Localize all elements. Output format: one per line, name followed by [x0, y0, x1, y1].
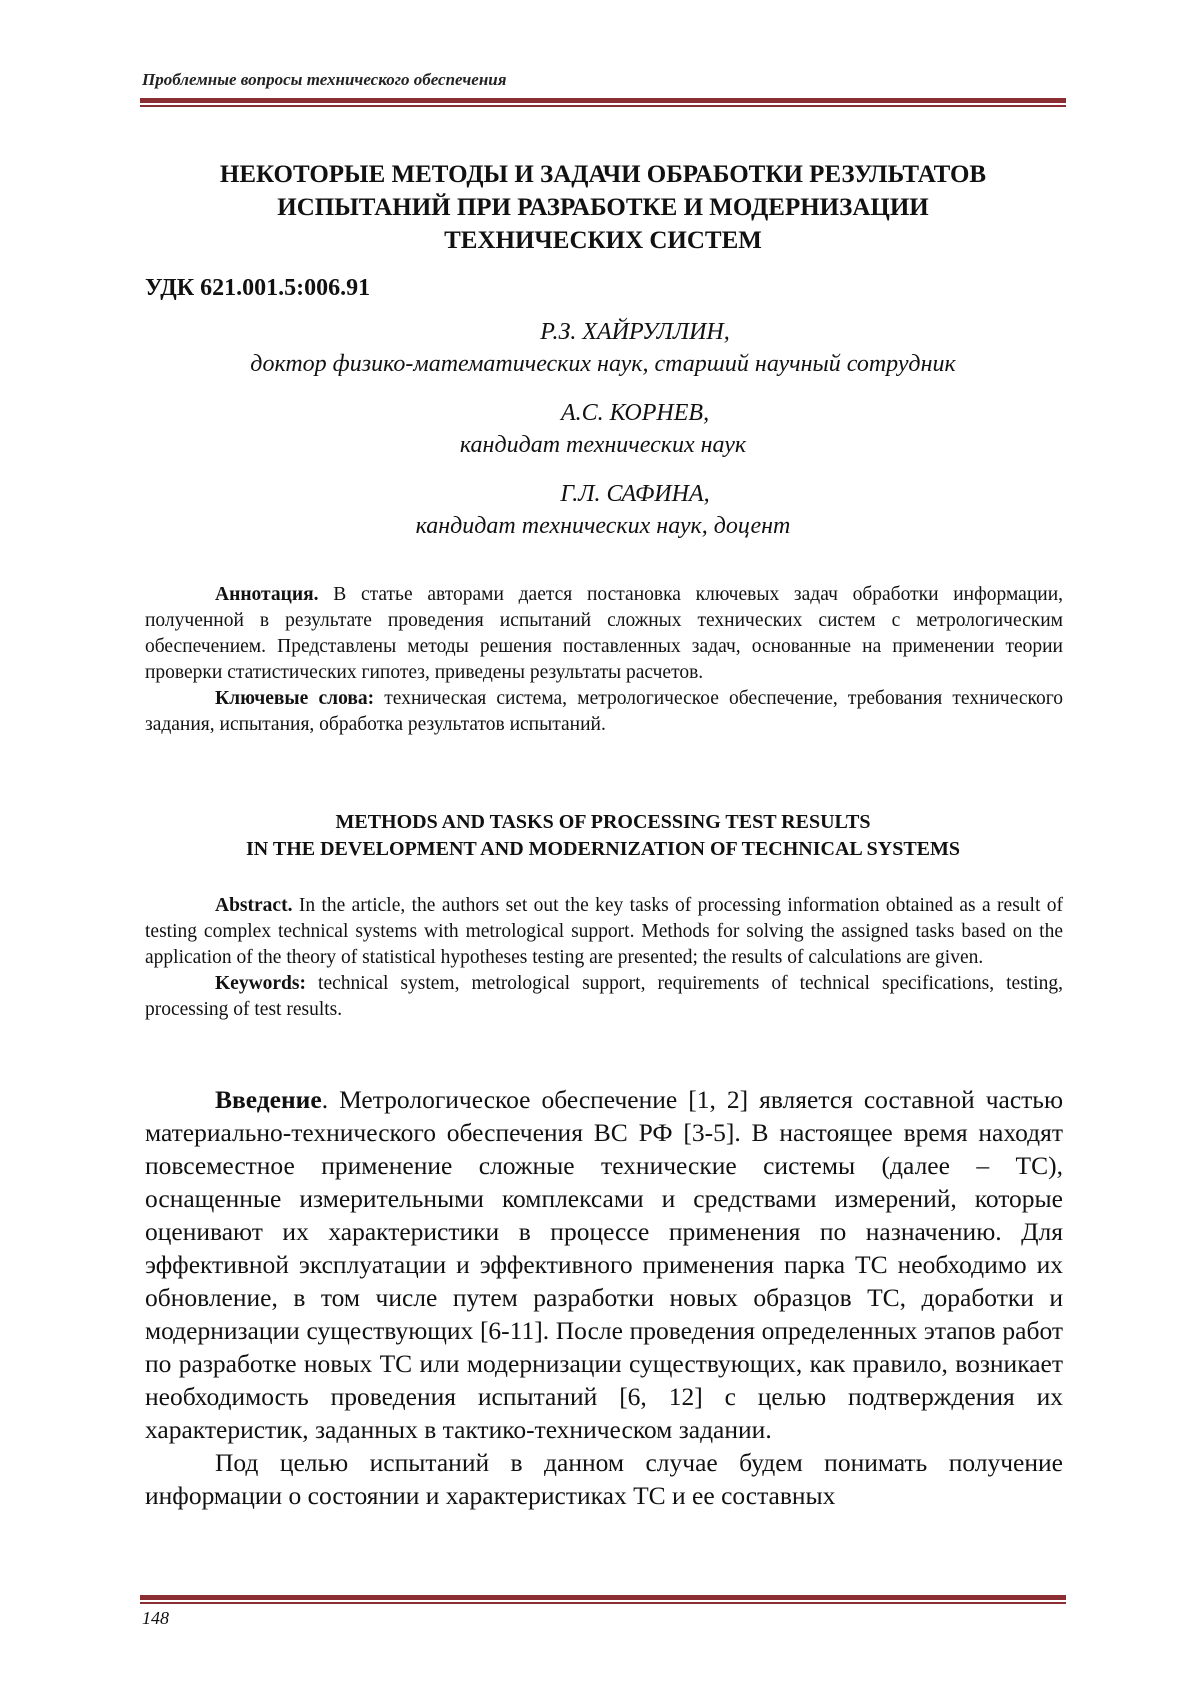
annotation-paragraph: [145, 582, 1063, 686]
keywords-en-text: technical system, metrological support, requirements of technical specifications, testing, processing of test results.: [145, 973, 1063, 1020]
abstract-label: Abstract.: [215, 895, 293, 916]
author-block: [140, 478, 1066, 542]
running-head: Проблемные вопросы технического обеспечения: [142, 70, 507, 89]
authors: [140, 316, 1066, 559]
header-rule: [140, 98, 1066, 107]
title-line: НЕКОТОРЫЕ МЕТОДЫ И ЗАДАЧИ ОБРАБОТКИ РЕЗУЛЬТАТОВ: [219, 161, 987, 188]
annotation-text: В статье авторами дается постановка ключевых задач обработки информации, полученной в результате проведения испытаний сложных технических систем с метрологическим обеспечением. Представлены методы решения поставленных задач, основанные на применении теории проверки статистических гипотез, приведены результаты расчетов.: [145, 584, 1063, 683]
keywords-ru-text: техническая система, метрологическое обеспечение, требования технического задания, испытания, обработка результатов испытаний.: [145, 688, 1063, 735]
body-text: [145, 1083, 1063, 1512]
keywords-ru-label: Ключевые слова:: [215, 688, 375, 709]
abstract-text: In the article, the authors set out the key tasks of processing information obtained as a result of testing complex technical systems with metrological support. Methods for solving the assigned tasks based on the application of the theory of statistical hypotheses testing are presented; the results of calculations are given.: [145, 895, 1063, 968]
udk-code: УДК 621.001.5:006.91: [145, 275, 371, 301]
page-number: 148: [142, 1608, 169, 1628]
annotation-label: Аннотация.: [215, 584, 319, 605]
keywords-en-label: Keywords:: [215, 973, 306, 994]
en-title-line: IN THE DEVELOPMENT AND MODERNIZATION OF TECHNICAL SYSTEMS: [245, 838, 961, 860]
author-degree: доктор физико-математических наук, старший научный сотрудник: [250, 351, 956, 377]
keywords-ru-paragraph: [145, 686, 1063, 738]
intro-text: . Метрологическое обеспечение [1, 2] является составной частью материально-технического обеспечения ВС РФ [3-5]. В настоящее время находят повсеместное применение сложные технические системы (далее – ТС), оснащенные измерительными комплексами и средствами измерений, которые оценивают их характеристики в процессе применения по назначению. Для эффективной эксплуатации и эффективного применения парка ТС необходимо их обновление, в том числе путем разработки новых образцов ТС, доработки и модернизации существующих [6-11]. После проведения определенных этапов работ по разработке новых ТС или модернизации существующих, как правило, возникает необходимость проведения испытаний [6, 12] с целью подтверждения их характеристик, заданных в тактико-техническом задании.: [145, 1085, 1063, 1444]
author-degree: кандидат технических наук, доцент: [415, 513, 791, 539]
intro-paragraph: [145, 1083, 1063, 1446]
annotation-ru: [145, 582, 1063, 738]
title-line: ИСПЫТАНИЙ ПРИ РАЗРАБОТКЕ И МОДЕРНИЗАЦИИ: [277, 194, 929, 221]
author-name: А.С. КОРНЕВ,: [560, 400, 710, 426]
footer-rule: [140, 1595, 1066, 1604]
intro-label: Введение: [215, 1085, 322, 1114]
en-title-line: METHODS AND TASKS OF PROCESSING TEST RESULTS: [335, 811, 871, 833]
body-paragraph: Под целью испытаний в данном случае будем понимать получение информации о состоянии и характеристиках ТС и ее составных: [145, 1448, 1063, 1510]
author-name: Р.З. ХАЙРУЛЛИН,: [540, 319, 730, 345]
article-title: [140, 158, 1066, 257]
keywords-en-paragraph: [145, 971, 1063, 1023]
abstract-paragraph: [145, 893, 1063, 971]
author-block: [140, 397, 1066, 461]
title-line: ТЕХНИЧЕСКИХ СИСТЕМ: [444, 227, 762, 254]
author-block: [140, 316, 1066, 380]
english-title: [140, 809, 1066, 863]
author-name: Г.Л. САФИНА,: [560, 481, 710, 507]
abstract-en: [145, 893, 1063, 1023]
author-degree: кандидат технических наук: [459, 432, 747, 458]
